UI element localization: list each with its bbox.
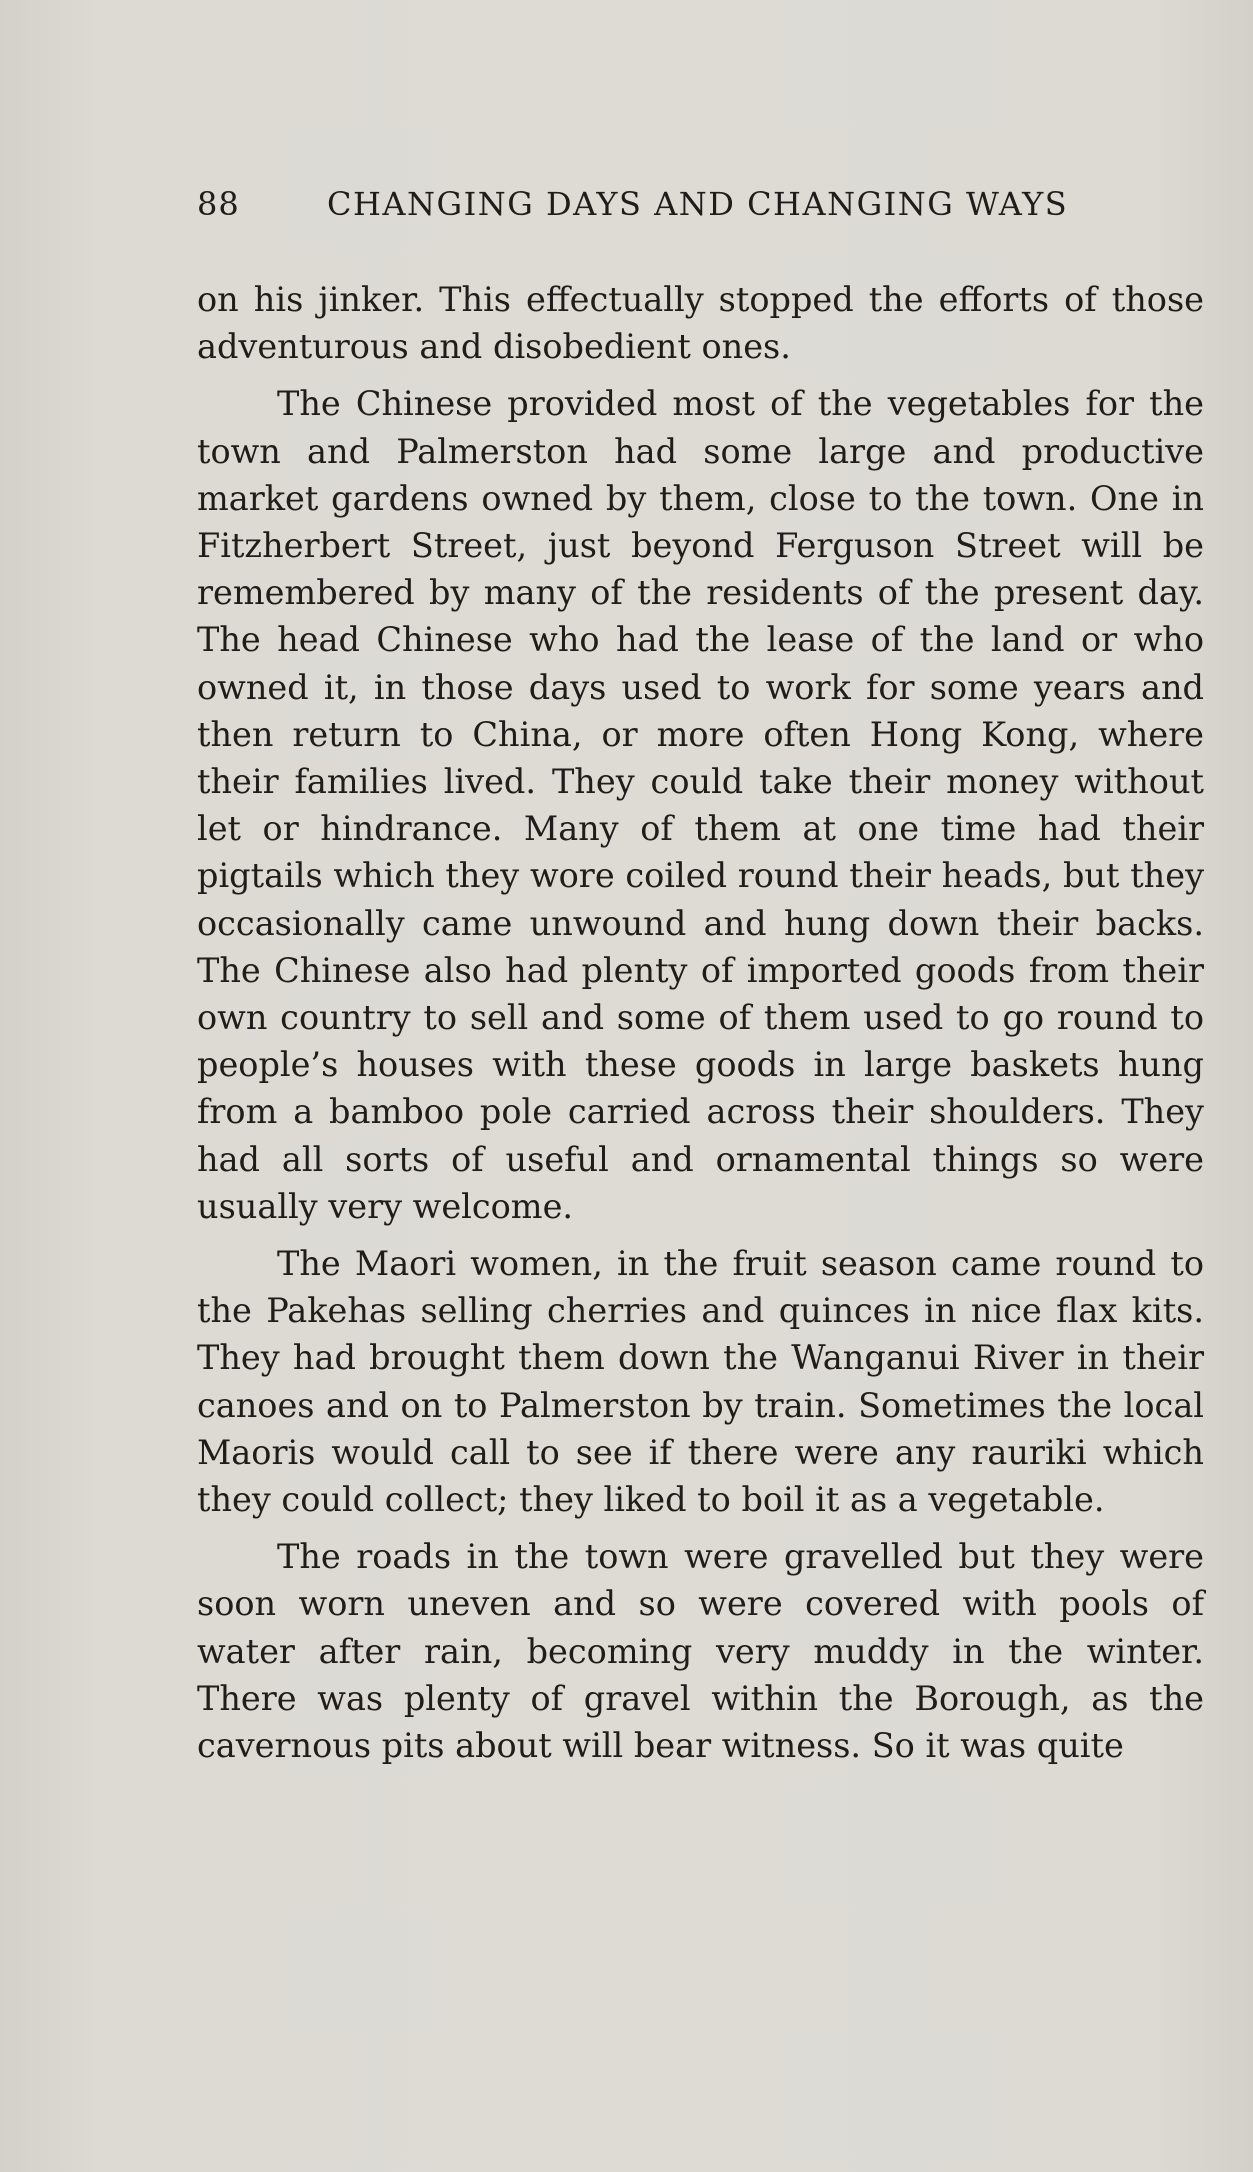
paragraph: The Maori women, in the fruit season came round to the Pakehas selling cherries and quinces in nice flax kits. They had brought them down the Wanganui River in their canoes and on to Palmerston by train. Sometimes the local Maoris would call to see if there were any rauriki which they could collect; they liked to boil it as a vegetable. xyxy=(197,1244,1204,1520)
body-text xyxy=(197,276,1204,1779)
paragraph: The Chinese provided most of the vegetables for the town and Palmerston had some large and productive market gardens owned by them, close to the town. One in Fitzherbert Street, just beyond Ferguson Street will be remembered by many of the residents of the present day. The head Chinese who had the lease of the land or who owned it, in those days used to work for some years and then return to China, or more often Hong Kong, where their families lived. They could take their money without let or hindrance. Many of them at one time had their pigtails which they wore coiled round their heads, but they occasionally came unwound and hung down their backs. The Chinese also had plenty of imported goods from their own country to sell and some of them used to go round to people’s houses with these goods in large baskets hung from a bamboo pole carried across their shoulders. They had all sorts of useful and ornamental things so were usually very welcome. xyxy=(197,384,1204,1226)
running-title: CHANGING DAYS AND CHANGING WAYS xyxy=(327,185,1069,223)
paragraph: on his jinker. This effectually stopped the efforts of those adventurous and disobedient ones. xyxy=(197,280,1204,367)
paragraph: The roads in the town were gravelled but they were soon worn uneven and so were covered with pools of water after rain, becoming very muddy in the winter. There was plenty of gravel within the Borough, as the cavernous pits about will bear witness. So it was quite xyxy=(197,1537,1204,1766)
page-header xyxy=(197,180,1081,228)
page-number: 88 xyxy=(197,185,240,223)
